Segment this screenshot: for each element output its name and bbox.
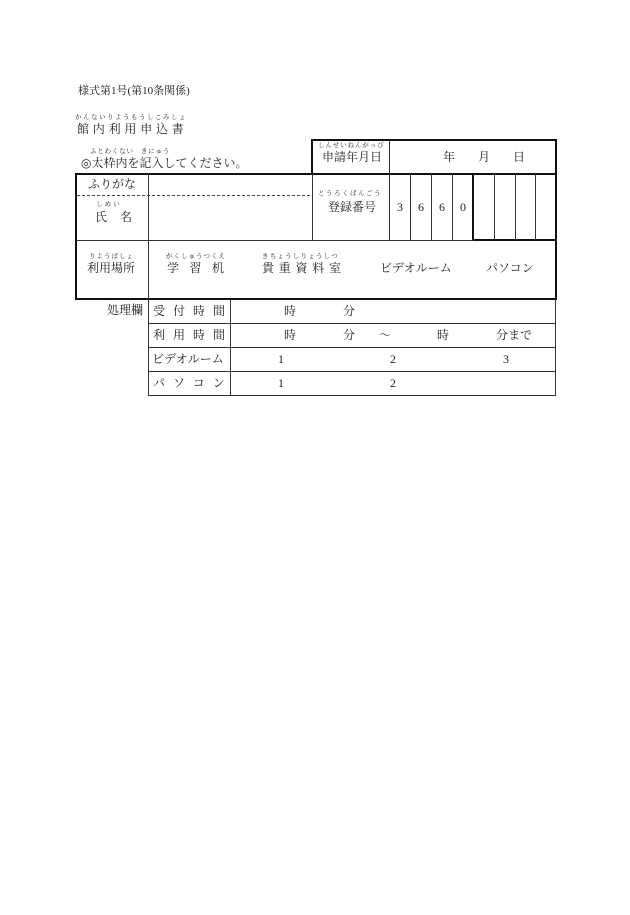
name-label-ruby: しめい: [96, 201, 122, 208]
option-video-room: ビデオルーム: [380, 261, 452, 275]
registration-digit-box: [475, 176, 494, 239]
name-label: 氏名: [95, 210, 146, 224]
usage-end-hour-unit: 時: [437, 328, 450, 342]
reception-minute-unit: 分: [343, 304, 356, 318]
registration-printed-digit: 3: [397, 200, 403, 214]
video-room-number: 1: [278, 352, 284, 366]
registration-printed-digit: 6: [439, 200, 445, 214]
instruction-ruby-fill-in: きにゅう: [141, 148, 171, 155]
usage-start-hour-unit: 時: [284, 328, 297, 342]
pc-number: 1: [278, 376, 284, 390]
option-study-desk: 学習机: [167, 261, 235, 275]
option-rare-materials-room-ruby: きちょうしりょうしつ: [262, 253, 339, 260]
video-room-row-label: ビデオルーム: [152, 352, 224, 366]
pc-number: 2: [390, 376, 396, 390]
processing-section-label: 処理欄: [107, 303, 144, 317]
usage-place-label: 利用場所: [87, 261, 136, 275]
registration-digit-box: [517, 176, 535, 239]
registration-printed-digit: 0: [460, 200, 466, 214]
instruction-text: ◎太枠内を記入してください。: [81, 156, 248, 170]
registration-digit-box: [537, 176, 555, 239]
form-title: 館内利用申込書: [77, 122, 188, 136]
furigana-label: ふりがな: [88, 177, 137, 191]
option-pc: パソコン: [486, 261, 534, 275]
furigana-field: [150, 176, 311, 195]
month-unit: 月: [478, 150, 491, 164]
registration-number-label-ruby: とうろくばんごう: [318, 190, 382, 197]
year-unit: 年: [443, 150, 456, 164]
day-unit: 日: [513, 150, 526, 164]
video-room-number: 3: [503, 352, 509, 366]
registration-digit-box: [496, 176, 515, 239]
instruction-ruby-thick-frame: ふとわくない: [90, 148, 134, 155]
usage-time-label: 利用時間: [153, 328, 234, 342]
video-room-number: 2: [390, 352, 396, 366]
application-date-label: 申請年月日: [322, 150, 383, 164]
reception-time-label: 受付時間: [153, 304, 234, 318]
name-field: [150, 197, 311, 239]
usage-end-minute-unit: 分まで: [496, 328, 533, 342]
registration-number-label: 登録番号: [328, 200, 377, 214]
option-study-desk-ruby: がくしゅうつくえ: [166, 253, 226, 260]
form-number: 様式第1号(第10条関係): [78, 85, 190, 97]
reception-hour-unit: 時: [284, 304, 297, 318]
application-date-label-ruby: しんせいねんがっぴ: [318, 142, 385, 149]
usage-place-label-ruby: りようばしょ: [89, 253, 134, 260]
usage-start-minute-unit: 分: [343, 328, 356, 342]
application-date-field: [391, 142, 554, 173]
registration-printed-digit: 6: [418, 200, 424, 214]
option-rare-materials-room: 貴重資料室: [262, 261, 346, 275]
usage-time-range-mark: 〜: [379, 328, 392, 342]
pc-row-label: パソコン: [153, 376, 233, 390]
title-ruby: かんないりようもうしこみしょ: [75, 114, 187, 121]
